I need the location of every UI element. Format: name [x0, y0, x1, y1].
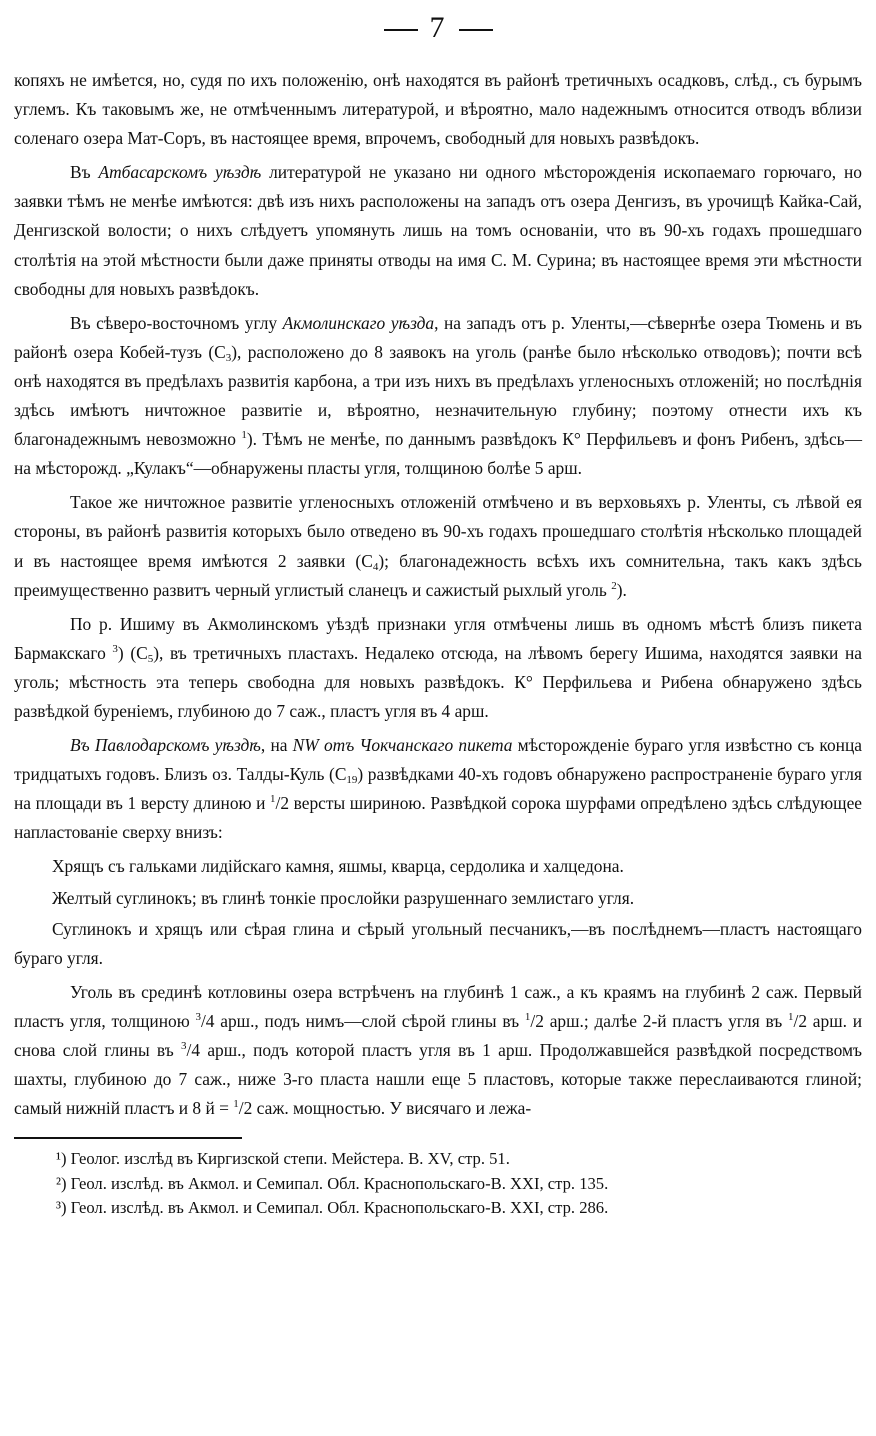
footnote-2: ²) Геол. изслѣд. въ Акмол. и Семипал. Обл. Краснопольскаго-В. XXI, стр. 135. [56, 1173, 609, 1193]
paragraph-coal-layers [14, 978, 862, 1123]
footnote-ref[interactable]: 1 [241, 429, 247, 442]
subscript: 5 [147, 652, 154, 665]
subscript: 3 [225, 351, 232, 364]
fraction-numerator: 1 [270, 793, 276, 806]
subscript: 19 [346, 774, 358, 787]
text-run: мѣсторожденіе бураго угля извѣстно съ конца тридцатыхъ годовъ. Близъ оз. Талды-Куль (C [14, 735, 863, 785]
fraction-numerator: 1 [788, 1011, 794, 1024]
fraction-denominator: /2 [530, 1010, 544, 1031]
strata-item [14, 884, 862, 913]
text-run: саж. мощностью. У висячаго и лежа- [252, 1098, 532, 1119]
text-run: По р. Ишиму въ Акмолинскомъ уѣздѣ признаки угля отмѣчены лишь въ одномъ мѣстѣ близъ пикета Бармакскаго [14, 613, 862, 663]
book-page [14, 6, 862, 1221]
district-heading-pavlodar: Въ Павлодарскомъ уѣздѣ [70, 735, 261, 756]
text-run: версты шириною. Развѣдкой сорока шурфами опредѣлено здѣсь слѣдующее напластованіе сверху внизъ: [14, 793, 863, 843]
footnotes [14, 1147, 862, 1221]
text-run: арш.; далѣе 2-й пластъ угля въ [543, 1010, 788, 1031]
paragraph-pavlodar [14, 731, 862, 847]
subscript: 4 [372, 560, 379, 573]
strata-text: Желтый суглинокъ; въ глинѣ тонкіе прослойки разрушеннаго землистаго угля. [52, 887, 635, 908]
location-heading-chokchan: NW отъ Чокчанскаго пикета [292, 735, 513, 756]
strata-item [14, 852, 862, 881]
strata-text: Суглинокъ и хрящъ или сѣрая глина и сѣрый угольный песчаникъ,—въ послѣднемъ—пластъ настоящаго бураго угля. [14, 918, 862, 968]
fraction-denominator: /2 [793, 1010, 808, 1031]
text-run: арш., подъ которой пластъ угля въ 1 арш. Продолжавшейся развѣдкой посредствомъ шахты, глубиною до 7 саж., ниже 3-го пласта нашли еще 5 пластовъ, которые также переслаиваются глиной; самый нижній пластъ и 8 й = [14, 1040, 862, 1119]
footnote-ref[interactable]: 2 [611, 579, 617, 592]
text-run: Въ сѣверо-восточномъ углу [70, 312, 283, 333]
strata-item [14, 915, 862, 973]
paragraph-ulenty [14, 488, 862, 604]
paragraph-text: копяхъ не имѣется, но, судя по ихъ положенію, онѣ находятся въ районѣ третичныхъ осадковъ, слѣд., съ бурымъ углемъ. Къ таковымъ же, не отмѣченнымъ литературой, и вѣроятно, мало надежнымъ относится отводъ вблизи соленаго озера Мат-Соръ, въ настоящее время, впрочемъ, свободный для новыхъ развѣдокъ. [14, 70, 862, 149]
footnote-3: ³) Геол. изслѣд. въ Акмол. и Семипал. Обл. Краснопольскаго-В. XXI, стр. 286. [56, 1198, 609, 1218]
fraction-denominator: /4 [186, 1040, 201, 1060]
text-run: ), расположено до 8 заявокъ на уголь (ранѣе было нѣсколько отводовъ); почти всѣ онѣ находятся въ предѣлахъ развитія карбона, а три изъ нихъ въ предѣлахъ угленосныхъ отложеній; но послѣднія здѣсь имѣютъ ничтожное развитіе и, вѣроятно, незначительную глубину; поэтому отнести ихъ къ благонадежнымъ невозможно [14, 341, 862, 450]
text-run: ) (C [117, 642, 148, 663]
fraction-numerator: 3 [181, 1040, 187, 1053]
text-run: арш. и снова слой глины въ [14, 1010, 863, 1060]
text-run: , на западъ отъ р. Уленты,—сѣвернѣе озера Тюмень и въ районѣ озера Кобей-тузъ (C [14, 312, 862, 362]
paragraph-continuation [14, 66, 862, 153]
text-run: Уголь въ срединѣ котловины озера встрѣченъ на глубинѣ 1 саж., а къ краямъ на глубинѣ 2 саж. Первый пластъ угля, толщиною [14, 981, 862, 1031]
footnote-divider [14, 1137, 242, 1139]
district-heading-akmolinsk: Акмолинскаго уѣзда [282, 312, 435, 333]
text-run: ). [616, 579, 627, 600]
paragraph-atbasar [14, 158, 862, 303]
header-dash-right [459, 29, 493, 31]
text-run: Такое же ничтожное развитіе угленосныхъ отложеній отмѣчено и въ верховьяхъ р. Уленты, съ лѣвой ея стороны, въ районѣ развитія которыхъ было отведено въ 90-хъ годахъ прошедшаго столѣтія нѣсколько площадей и въ настоящее время имѣются 2 заявки (C [14, 492, 862, 571]
fraction-denominator: /2 [275, 793, 290, 814]
body-text [14, 66, 862, 1123]
page-number: 7 [429, 11, 447, 44]
text-run: , на [260, 735, 293, 756]
fraction-numerator: 1 [524, 1011, 531, 1024]
strata-text: Хрящъ съ гальками лидійскаго камня, яшмы, кварца, сердолика и халцедона. [52, 856, 624, 877]
fraction-denominator: /2 [238, 1098, 253, 1119]
paragraph-ishim [14, 610, 862, 726]
paragraph-akmolinsk [14, 309, 862, 484]
district-heading-atbasar: Атбасарскомъ уѣздѣ [98, 162, 262, 183]
text-run: арш., подъ нимъ—слой сѣрой глины въ [214, 1010, 525, 1031]
fraction-numerator: 1 [233, 1098, 239, 1111]
page-header [14, 6, 862, 62]
fraction-denominator: /4 [200, 1010, 215, 1031]
footnote-1: ¹) Геолог. изслѣд въ Киргизской степи. Мейстера. В. XV, стр. 51. [56, 1149, 510, 1169]
text-run: ); благонадежность всѣхъ ихъ сомнительна, такъ какъ здѣсь преимущественно развитъ черный углистый сланецъ и сажистый рыхлый уголь [14, 550, 862, 600]
text-run: литературой не указано ни одного мѣсторожденія ископаемаго горючаго, но заявки тѣмъ не менѣе имѣются: двѣ изъ нихъ расположены на западъ отъ озера Денгизъ, въ урочищѣ Кайка-Сай, Денгизской волости; о нихъ слѣдуетъ упомянуть лишь на томъ основаніи, что въ 90-хъ годахъ прошедшаго столѣтія на этой мѣстности были даже приняты отводы на имя С. М. Сурина; въ настоящее время эти мѣстности свободны для новыхъ развѣдокъ. [14, 162, 862, 299]
text-run: Въ [70, 162, 99, 183]
fraction-numerator: 3 [195, 1011, 201, 1024]
text-run: ). Тѣмъ не менѣе, по даннымъ развѣдокъ К° Перфильевъ и фонъ Рибенъ, здѣсь—на мѣсторожд. „Кулакъ“—обнаружены пласты угля, толщиною болѣе 5 арш. [14, 429, 862, 479]
header-dash-left [384, 29, 418, 31]
text-run: ) развѣдками 40-хъ годовъ обнаружено распространеніе бураго угля на площади въ 1 версту длиною и [14, 764, 862, 814]
text-run: ), въ третичныхъ пластахъ. Недалеко отсюда, на лѣвомъ берегу Ишима, находятся заявки на уголь; мѣстность эта теперь свободна для новыхъ развѣдокъ. К° Перфильева и Рибена обнаружено здѣсь развѣдкой буреніемъ, глубиною до 7 саж., пластъ угля въ 4 арш. [14, 642, 863, 721]
footnote-ref[interactable]: 3 [112, 642, 118, 655]
